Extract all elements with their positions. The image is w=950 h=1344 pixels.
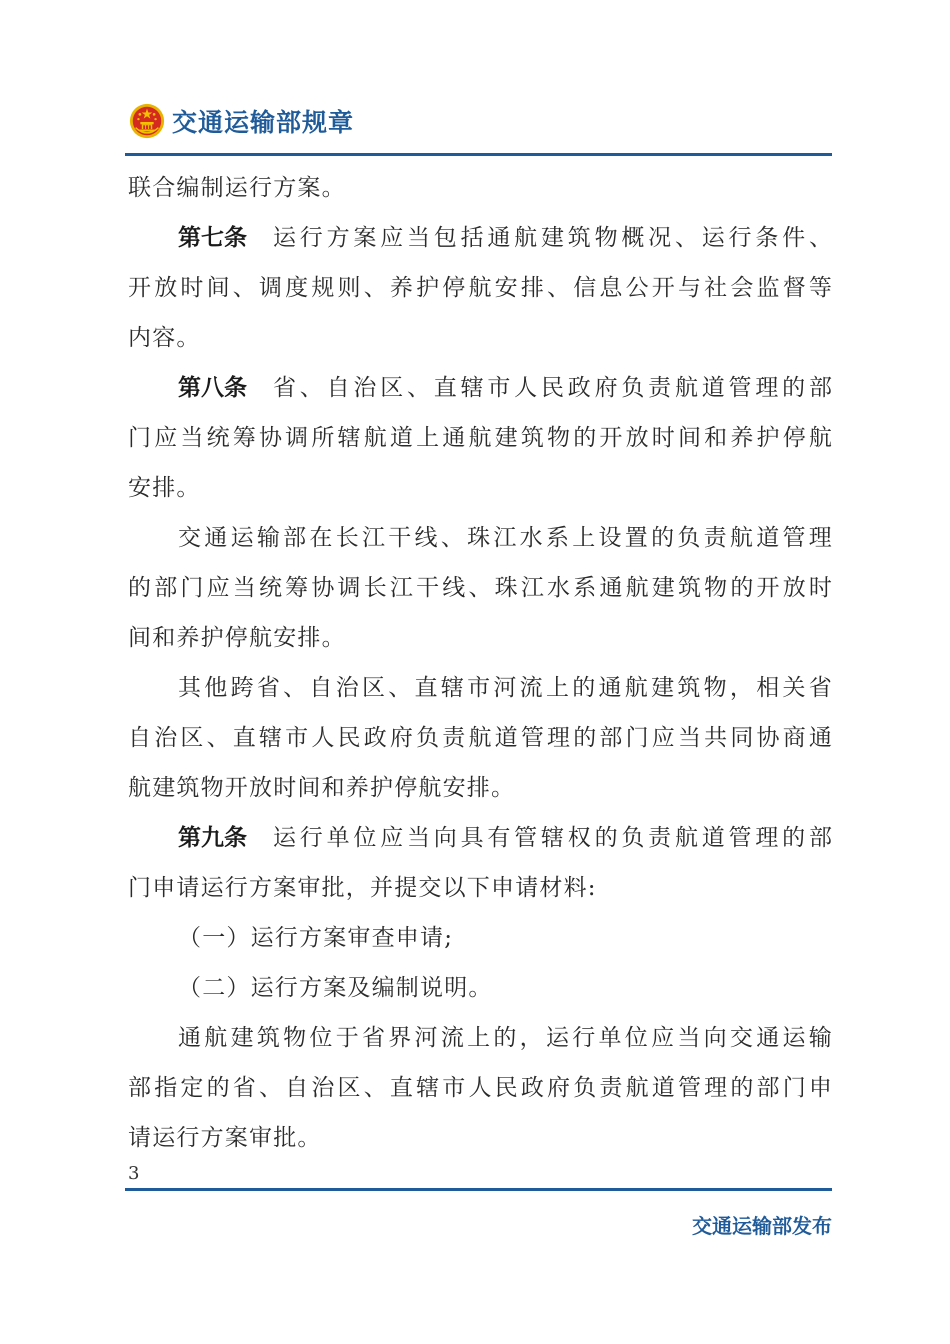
document-body xyxy=(128,163,832,1163)
text-line: 部 指 定 的 省 、 自 治 区 、 直 辖 市 人 民 政 府 负 责 航 道 管 理 的 部 门 申 xyxy=(128,1075,832,1101)
text-line: 航建筑物开放时间和养护停航安排。 xyxy=(128,775,516,801)
article-text: 运 行 方 案 应 当 包 括 通 航 建 筑 物 概 况 、 运 行 条 件 、 xyxy=(273,225,832,251)
text-line xyxy=(128,363,832,413)
text-line: 联合编制运行方案。 xyxy=(128,175,346,201)
text-line: 的 部 门 应 当 统 筹 协 调 长 江 干 线 、 珠 江 水 系 通 航 建 筑 物 的 开 放 时 xyxy=(128,575,832,601)
header-title: 交通运输部规章 xyxy=(172,108,355,137)
article-text: 运 行 单 位 应 当 向 具 有 管 辖 权 的 负 责 航 道 管 理 的 部 xyxy=(273,825,832,851)
text-line: 开 放 时 间 、 调 度 规 则 、 养 护 停 航 安 排 、 信 息 公 开 与 社 会 监 督 等 xyxy=(128,275,832,301)
text-line: 其 他 跨 省 、 自 治 区 、 直 辖 市 河 流 上 的 通 航 建 筑 物 ， 相 关 省 xyxy=(178,675,832,701)
text-line: 门申请运行方案审批，并提交以下申请材料: xyxy=(128,875,597,901)
text-line: 内容。 xyxy=(128,325,201,351)
article-label: 第七条 xyxy=(178,225,247,251)
text-line: 自 治 区 、 直 辖 市 人 民 政 府 负 责 航 道 管 理 的 部 门 应 当 共 同 协 商 通 xyxy=(128,725,832,751)
footer-publisher: 交通运输部发布 xyxy=(692,1214,832,1238)
text-line xyxy=(128,813,832,863)
text-line: 间和养护停航安排。 xyxy=(128,625,346,651)
text-line xyxy=(128,213,832,263)
national-emblem-icon xyxy=(128,102,166,140)
article-label: 第八条 xyxy=(178,375,247,401)
article-label: 第九条 xyxy=(178,825,247,851)
page-number: 3 xyxy=(128,1163,140,1184)
header-divider xyxy=(125,153,832,156)
text-line: 交 通 运 输 部 在 长 江 干 线 、 珠 江 水 系 上 设 置 的 负 责 航 道 管 理 xyxy=(178,525,832,551)
article-gap xyxy=(247,363,273,413)
article-text: 省 、 自 治 区 、 直 辖 市 人 民 政 府 负 责 航 道 管 理 的 部 xyxy=(273,375,832,401)
text-line: 门 应 当 统 筹 协 调 所 辖 航 道 上 通 航 建 筑 物 的 开 放 时 间 和 养 护 停 航 xyxy=(128,425,832,451)
article-gap xyxy=(247,213,273,263)
text-line: （一）运行方案审查申请; xyxy=(178,925,454,951)
article-gap xyxy=(247,813,273,863)
footer-divider xyxy=(125,1188,832,1191)
text-line: 通 航 建 筑 物 位 于 省 界 河 流 上 的 ， 运 行 单 位 应 当 向 交 通 运 输 xyxy=(178,1025,832,1051)
page-header xyxy=(128,96,354,146)
text-line: 安排。 xyxy=(128,475,201,501)
text-line: 请运行方案审批。 xyxy=(128,1125,322,1151)
text-line: （二）运行方案及编制说明。 xyxy=(178,975,493,1001)
